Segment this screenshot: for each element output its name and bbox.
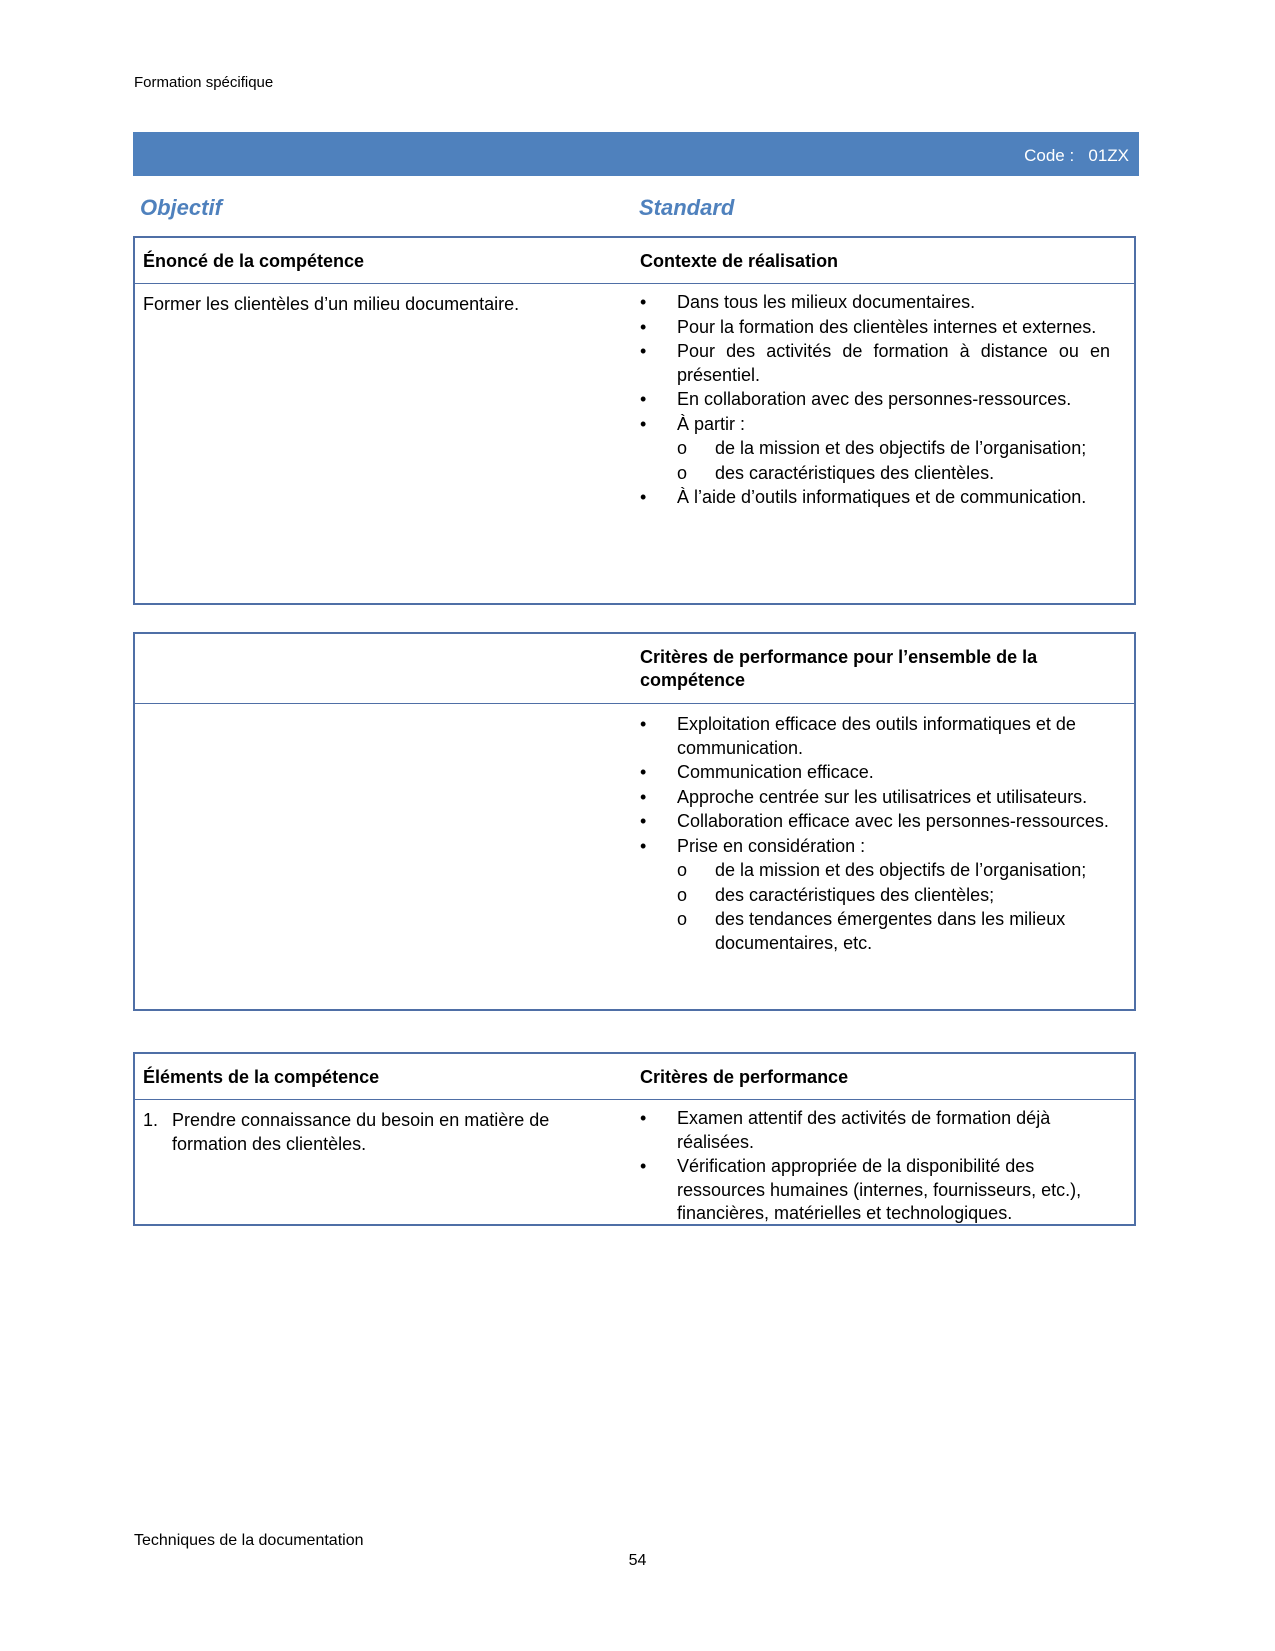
- element-criteria-item: • Examen attentif des activités de formation déjà réalisées.: [640, 1108, 1051, 1152]
- bullet-marker: •: [640, 786, 647, 807]
- sub-bullet-marker: o: [677, 884, 688, 905]
- context-item: • À partir : o de la mission et des objectifs de l’organisation; o des caractéristiques des clientèles.: [640, 413, 1110, 486]
- bullet-marker: •: [640, 341, 647, 361]
- context-item: • Pour la formation des clientèles internes et externes.: [640, 316, 1110, 340]
- element-criteria-list: [640, 1107, 1110, 1226]
- bullet-marker: •: [640, 1108, 647, 1128]
- context-item: • Pour des activités de formation à distance ou en présentiel.: [640, 341, 1110, 385]
- bullet-marker: •: [640, 413, 647, 434]
- sub-bullet-marker: o: [677, 909, 688, 929]
- competency-table-header: [135, 238, 1134, 284]
- bullet-marker: •: [640, 835, 647, 856]
- bullet-marker: •: [640, 389, 647, 409]
- criteria-item: • Communication efficace.: [640, 761, 1110, 785]
- criteria-sublist: [677, 859, 1110, 955]
- context-list: [640, 291, 1110, 510]
- footer-program: Techniques de la documentation: [134, 1532, 364, 1549]
- objective-title: Objectif: [140, 195, 222, 220]
- criteria-item: • Exploitation efficace des outils informatiques et de communication.: [640, 714, 1076, 758]
- overall-criteria-list-wrap: [640, 713, 1110, 956]
- code-banner: [133, 132, 1139, 176]
- context-subitem: o de la mission et des objectifs de l’organisation;: [677, 437, 1110, 461]
- element-item: 1. Prendre connaissance du besoin en matière de formation des clientèles.: [143, 1110, 550, 1154]
- context-sublist: [677, 437, 1110, 485]
- elements-table: [133, 1052, 1136, 1226]
- bullet-marker: •: [640, 762, 647, 782]
- sub-bullet-marker: o: [677, 438, 688, 458]
- overall-criteria-heading: Critères de performance pour l’ensemble de la compétence: [640, 647, 1038, 690]
- criteria-item: • Collaboration efficace avec les personnes-ressources.: [640, 810, 1110, 834]
- code-label: Code :: [1024, 146, 1075, 165]
- overall-criteria-list: [640, 713, 1110, 955]
- overall-criteria-table: [133, 632, 1136, 1011]
- element-criteria-item: • Vérification appropriée de la disponibilité des ressources humaines (internes, fournisseurs, etc.), financières, matérielles et technologiques.: [640, 1156, 1082, 1223]
- page-number: 54: [628, 1552, 647, 1569]
- bullet-marker: •: [640, 487, 647, 507]
- bullet-marker: •: [640, 1156, 647, 1176]
- context-item: • À l’aide d’outils informatiques et de communication.: [640, 486, 1110, 510]
- overall-criteria-header: [135, 634, 1134, 704]
- context-subitem: o des caractéristiques des clientèles.: [677, 462, 1110, 486]
- elements-list-wrap: [143, 1109, 603, 1156]
- standard-title: Standard: [639, 195, 735, 220]
- statement-heading: Énoncé de la compétence: [143, 251, 365, 271]
- criteria-subitem: o des tendances émergentes dans les milieux documentaires, etc.: [677, 909, 1066, 953]
- criteria-item: • Approche centrée sur les utilisatrices et utilisateurs.: [640, 786, 1110, 810]
- bullet-marker: •: [640, 316, 647, 337]
- code-text: [1024, 146, 1129, 166]
- context-list-wrap: [640, 291, 1110, 511]
- sub-bullet-marker: o: [677, 462, 688, 483]
- elements-heading: Éléments de la compétence: [143, 1067, 380, 1087]
- element-number: 1.: [143, 1110, 159, 1130]
- bullet-marker: •: [640, 292, 647, 312]
- competency-statement: Former les clientèles d’un milieu documentaire.: [143, 294, 520, 314]
- context-heading: Contexte de réalisation: [640, 251, 839, 271]
- code-value: 01ZX: [1088, 146, 1129, 165]
- context-item: • En collaboration avec des personnes-ressources.: [640, 388, 1110, 412]
- element-criteria-wrap: [640, 1107, 1110, 1227]
- competency-table: [133, 236, 1136, 605]
- criteria-item: • Prise en considération : o de la mission et des objectifs de l’organisation; o des caractéristiques des clientèles; o des tendances émergentes dans les milieux documentaires, etc.: [640, 835, 1110, 956]
- header-label: Formation spécifique: [134, 74, 274, 91]
- context-item: • Dans tous les milieux documentaires.: [640, 291, 1110, 315]
- bullet-marker: •: [640, 811, 647, 831]
- sub-bullet-marker: o: [677, 860, 688, 880]
- bullet-marker: •: [640, 714, 647, 734]
- criteria-heading: Critères de performance: [640, 1067, 849, 1087]
- criteria-subitem: o des caractéristiques des clientèles;: [677, 884, 1110, 908]
- elements-table-header: [135, 1054, 1134, 1100]
- criteria-subitem: o de la mission et des objectifs de l’organisation;: [677, 859, 1110, 883]
- elements-list: [143, 1109, 603, 1156]
